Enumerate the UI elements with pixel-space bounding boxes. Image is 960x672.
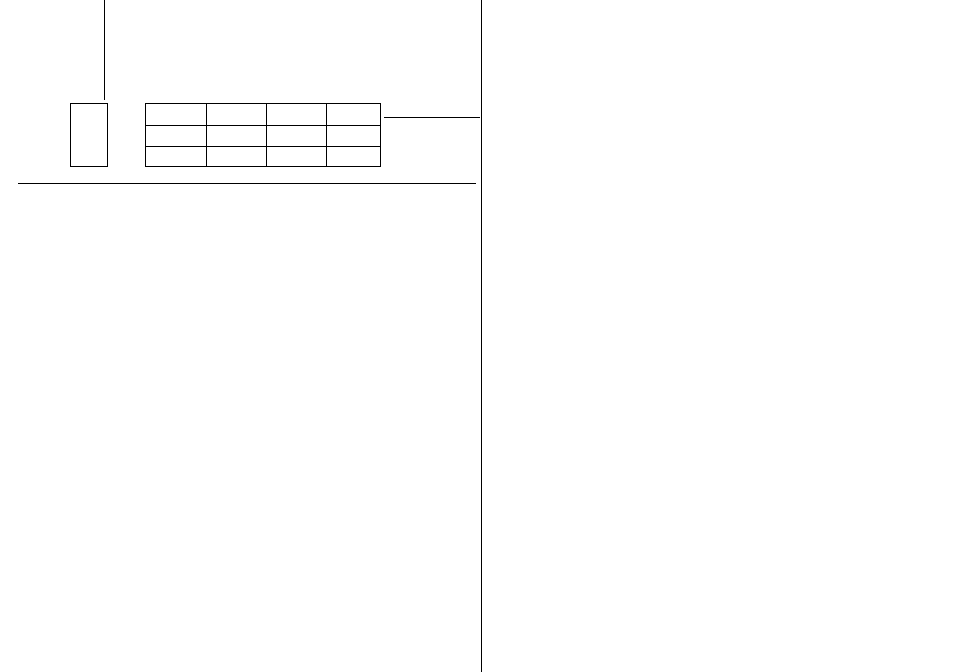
header-divider: [104, 0, 105, 100]
grid-col-line: [266, 104, 267, 166]
grid-col-line: [326, 104, 327, 166]
split-rule: [384, 117, 480, 118]
horse-header-1: [18, 183, 476, 194]
result-grid: [145, 103, 381, 167]
grid-row-line: [146, 125, 380, 126]
odds-box: [70, 103, 108, 167]
grid-col-line: [206, 104, 207, 166]
horse-stats: [18, 196, 476, 205]
grid-row-line: [146, 146, 380, 147]
column-divider: [481, 0, 482, 672]
